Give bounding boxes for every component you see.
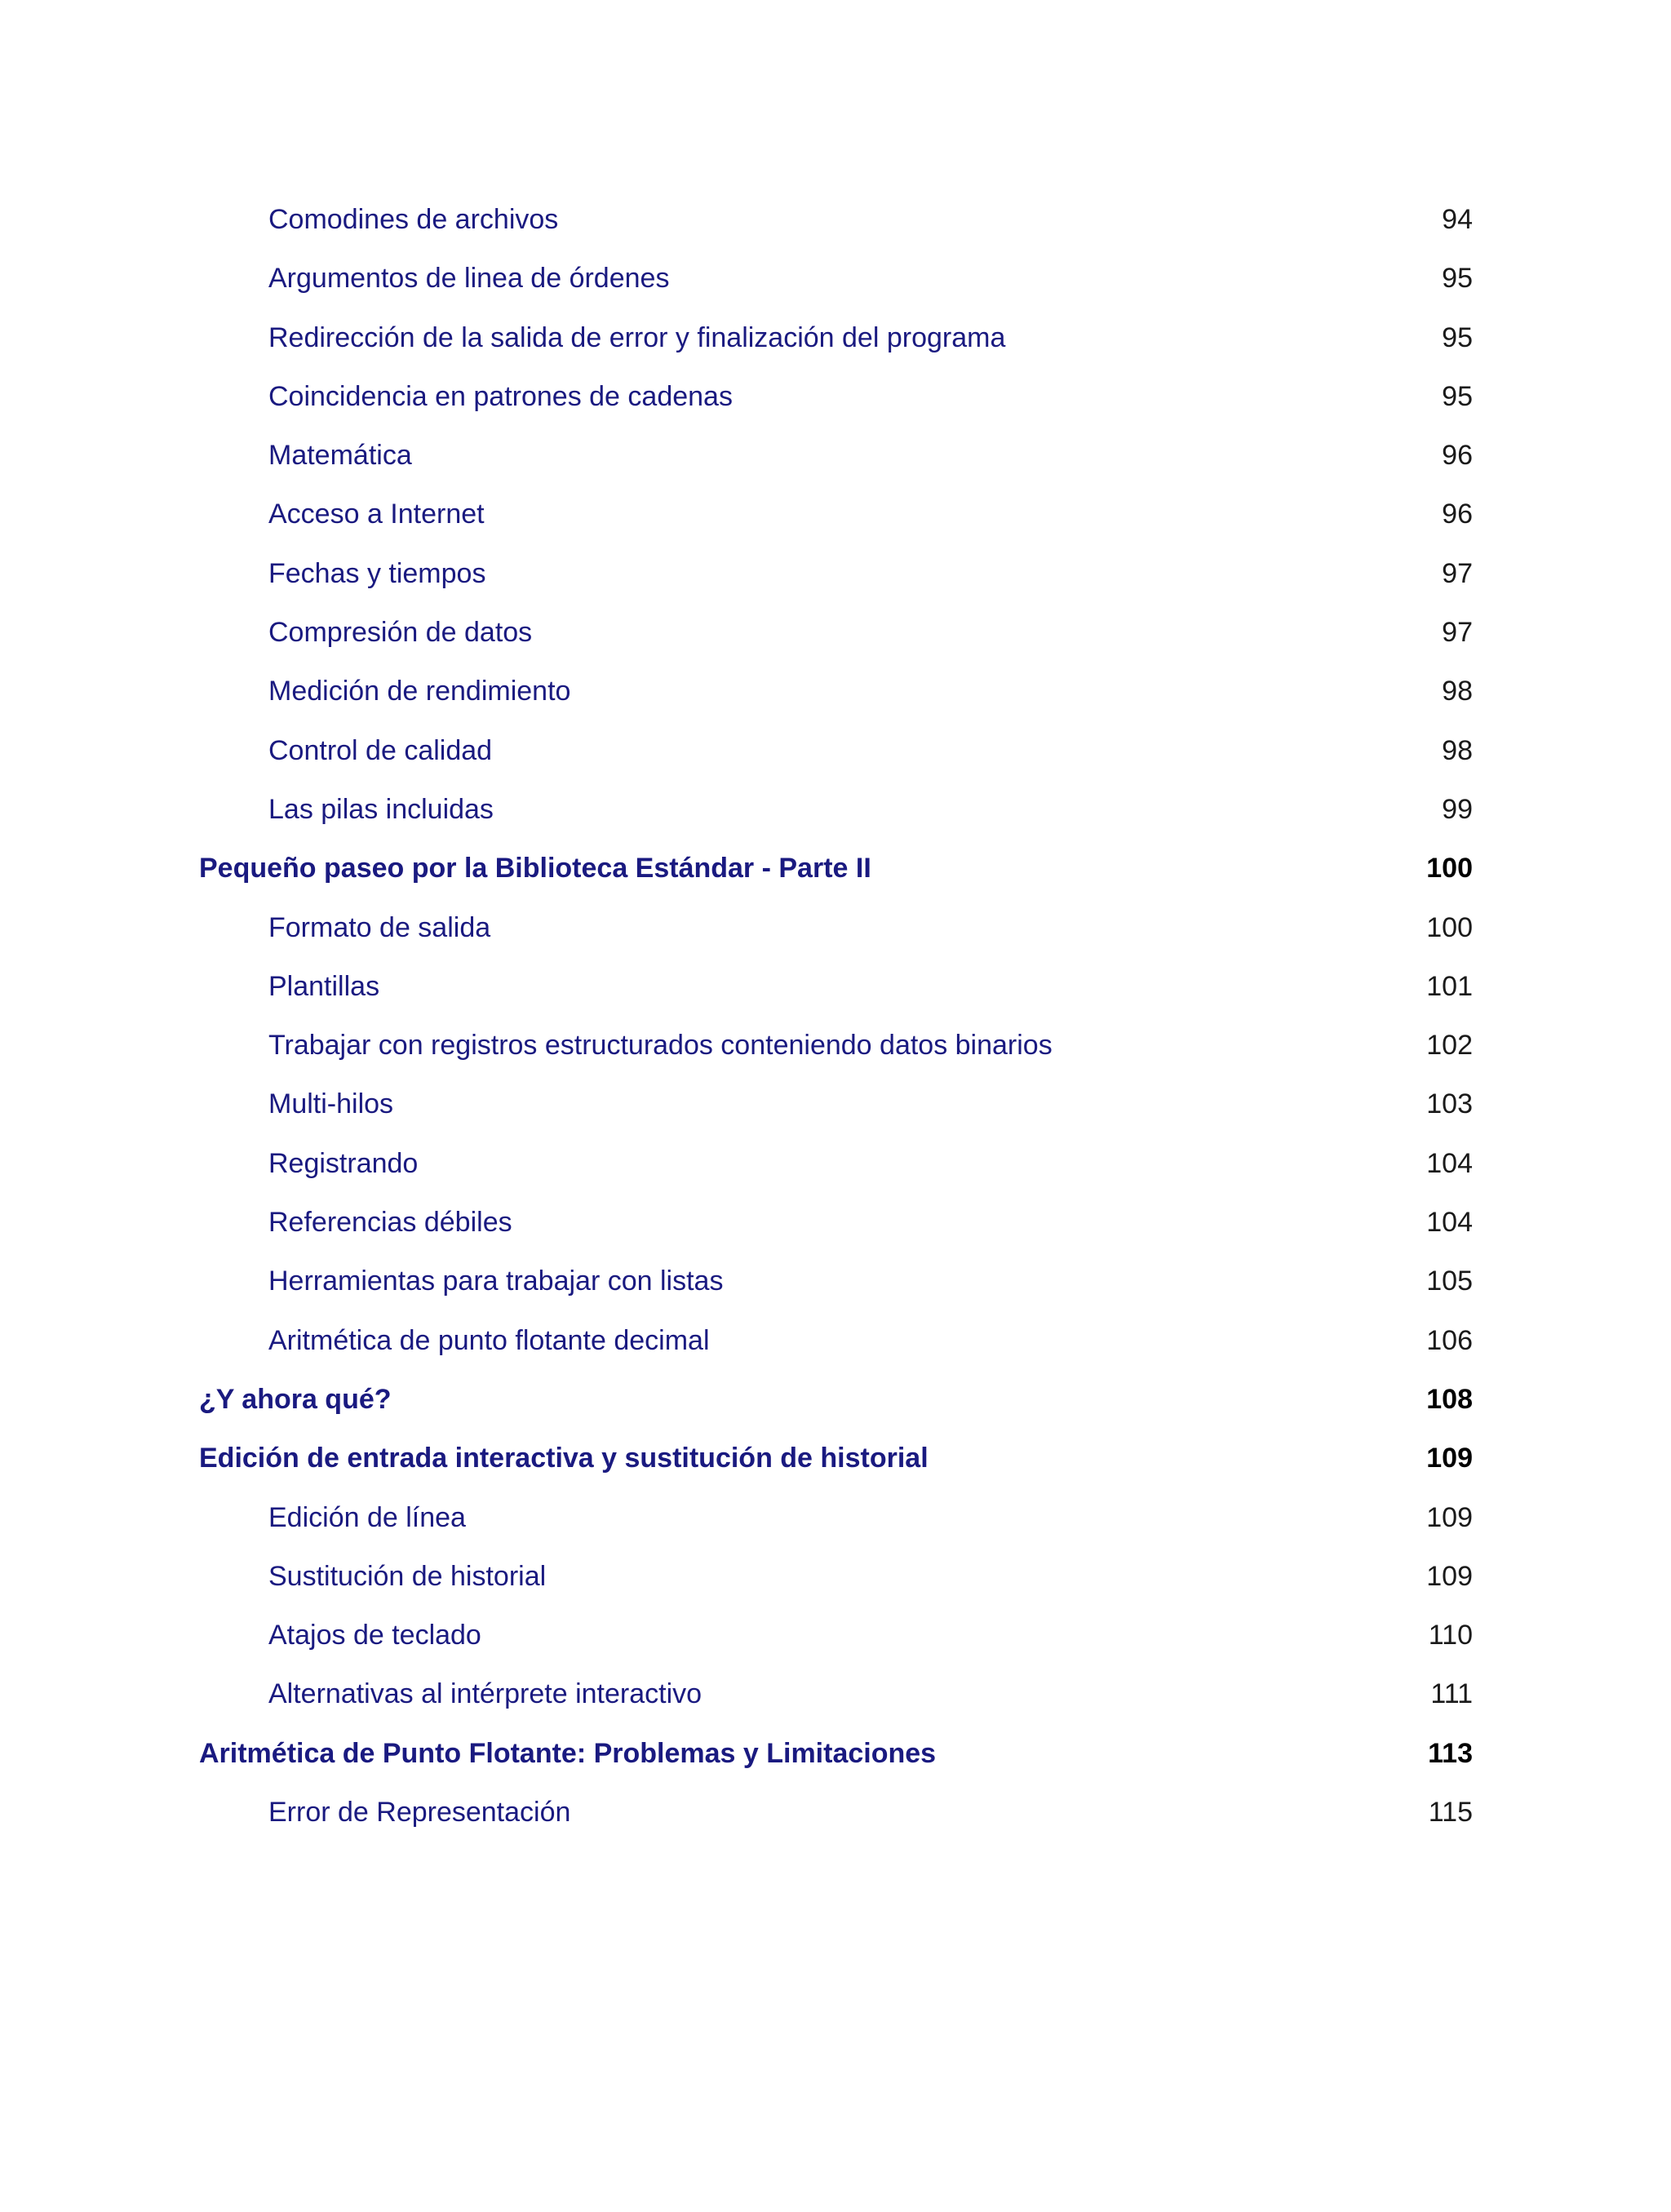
toc-subsection-entry[interactable] bbox=[0, 1670, 1671, 1729]
toc-entry-page-number: 97 bbox=[1442, 617, 1473, 649]
toc-subsection-entry[interactable] bbox=[0, 667, 1671, 726]
toc-entry-title-link[interactable]: Atajos de teclado bbox=[268, 1620, 481, 1651]
toc-subsection-entry[interactable] bbox=[0, 373, 1671, 432]
toc-subsection-entry[interactable] bbox=[0, 490, 1671, 549]
toc-entry-title-link[interactable]: Medición de rendimiento bbox=[268, 676, 571, 707]
toc-subsection-entry[interactable] bbox=[0, 1257, 1671, 1316]
toc-subsection-entry[interactable] bbox=[0, 963, 1671, 1022]
toc-entry-title-link[interactable]: Alternativas al intérprete interactivo bbox=[268, 1678, 703, 1710]
toc-entry-page-number: 105 bbox=[1426, 1266, 1473, 1297]
toc-entry-page-number: 96 bbox=[1442, 499, 1473, 530]
toc-entry-page-number: 109 bbox=[1426, 1560, 1473, 1592]
toc-entry-title-link[interactable]: Sustitución de historial bbox=[268, 1560, 547, 1592]
toc-entry-page-number: 102 bbox=[1426, 1030, 1473, 1062]
toc-subsection-entry[interactable] bbox=[0, 1199, 1671, 1257]
toc-entry-title-link[interactable]: Multi-hilos bbox=[268, 1088, 394, 1120]
toc-entry-page-number: 98 bbox=[1442, 676, 1473, 707]
toc-section-entry[interactable] bbox=[0, 844, 1671, 903]
toc-subsection-entry[interactable] bbox=[0, 786, 1671, 844]
toc-entry-title-link[interactable]: Herramientas para trabajar con listas bbox=[268, 1266, 724, 1297]
toc-subsection-entry[interactable] bbox=[0, 550, 1671, 609]
toc-entry-title-link[interactable]: Edición de entrada interactiva y sustitución de historial bbox=[199, 1443, 929, 1474]
toc-entry-page-number: 95 bbox=[1442, 321, 1473, 353]
toc-section-entry[interactable] bbox=[0, 1434, 1671, 1493]
toc-entry-page-number: 104 bbox=[1426, 1207, 1473, 1239]
toc-entry-title-link[interactable]: Redirección de la salida de error y finalización del programa bbox=[268, 321, 1006, 353]
toc-subsection-entry[interactable] bbox=[0, 1022, 1671, 1080]
toc-subsection-entry[interactable] bbox=[0, 609, 1671, 667]
toc-subsection-entry[interactable] bbox=[0, 1611, 1671, 1670]
toc-entry-title-link[interactable]: Comodines de archivos bbox=[268, 204, 559, 235]
toc-section-entry[interactable] bbox=[0, 1376, 1671, 1434]
toc-subsection-entry[interactable] bbox=[0, 904, 1671, 963]
toc-entry-page-number: 101 bbox=[1426, 970, 1473, 1002]
toc-entry-title-link[interactable]: ¿Y ahora qué? bbox=[199, 1383, 392, 1415]
toc-entry-page-number: 109 bbox=[1426, 1501, 1473, 1533]
toc-entry-title-link[interactable]: Argumentos de linea de órdenes bbox=[268, 263, 670, 295]
toc-entry-title-link[interactable]: Coincidencia en patrones de cadenas bbox=[268, 380, 733, 412]
toc-subsection-entry[interactable] bbox=[0, 1080, 1671, 1139]
toc-section-entry[interactable] bbox=[0, 1730, 1671, 1789]
toc-entry-page-number: 111 bbox=[1430, 1678, 1473, 1710]
toc-entry-page-number: 99 bbox=[1442, 793, 1473, 825]
toc-subsection-entry[interactable] bbox=[0, 314, 1671, 373]
toc-entry-page-number: 95 bbox=[1442, 263, 1473, 295]
toc-entry-page-number: 103 bbox=[1426, 1088, 1473, 1120]
toc-entry-title-link[interactable]: Referencias débiles bbox=[268, 1207, 512, 1239]
toc-entry-title-link[interactable]: Trabajar con registros estructurados conteniendo datos binarios bbox=[268, 1030, 1053, 1062]
toc-entry-page-number: 95 bbox=[1442, 380, 1473, 412]
toc-entry-page-number: 106 bbox=[1426, 1324, 1473, 1356]
toc-entry-page-number: 94 bbox=[1442, 204, 1473, 235]
toc-entry-page-number: 97 bbox=[1442, 557, 1473, 589]
toc-entry-page-number: 96 bbox=[1442, 440, 1473, 472]
toc-entry-title-link[interactable]: Control de calidad bbox=[268, 734, 493, 766]
toc-entry-page-number: 100 bbox=[1426, 911, 1473, 943]
toc-entry-title-link[interactable]: Formato de salida bbox=[268, 911, 491, 943]
toc-entry-title-link[interactable]: Compresión de datos bbox=[268, 617, 533, 649]
toc-subsection-entry[interactable] bbox=[0, 727, 1671, 786]
toc-entry-title-link[interactable]: Las pilas incluidas bbox=[268, 793, 494, 825]
toc-entry-page-number: 104 bbox=[1426, 1147, 1473, 1179]
toc-entry-title-link[interactable]: Pequeño paseo por la Biblioteca Estándar - Parte II bbox=[199, 853, 871, 884]
toc-entry-page-number: 98 bbox=[1442, 734, 1473, 766]
toc-subsection-entry[interactable] bbox=[0, 1789, 1671, 1847]
toc-entry-title-link[interactable]: Edición de línea bbox=[268, 1501, 466, 1533]
toc-entry-title-link[interactable]: Aritmética de Punto Flotante: Problemas y Limitaciones bbox=[199, 1737, 937, 1769]
toc-subsection-entry[interactable] bbox=[0, 255, 1671, 313]
toc-entry-title-link[interactable]: Error de Representación bbox=[268, 1797, 571, 1829]
toc-entry-page-number: 109 bbox=[1426, 1443, 1473, 1474]
toc-entry-title-link[interactable]: Aritmética de punto flotante decimal bbox=[268, 1324, 710, 1356]
toc-subsection-entry[interactable] bbox=[0, 196, 1671, 255]
toc-entry-page-number: 100 bbox=[1426, 853, 1473, 884]
toc-subsection-entry[interactable] bbox=[0, 1494, 1671, 1553]
toc-entry-page-number: 113 bbox=[1428, 1737, 1473, 1769]
toc-entry-page-number: 115 bbox=[1428, 1797, 1473, 1829]
table-of-contents bbox=[0, 196, 1671, 1847]
toc-entry-title-link[interactable]: Fechas y tiempos bbox=[268, 557, 486, 589]
toc-entry-title-link[interactable]: Plantillas bbox=[268, 970, 380, 1002]
toc-entry-title-link[interactable]: Acceso a Internet bbox=[268, 499, 485, 530]
toc-entry-page-number: 110 bbox=[1428, 1620, 1473, 1651]
toc-entry-title-link[interactable]: Registrando bbox=[268, 1147, 419, 1179]
toc-subsection-entry[interactable] bbox=[0, 1317, 1671, 1376]
toc-entry-page-number: 108 bbox=[1426, 1383, 1473, 1415]
toc-subsection-entry[interactable] bbox=[0, 1553, 1671, 1611]
toc-subsection-entry[interactable] bbox=[0, 1140, 1671, 1199]
toc-subsection-entry[interactable] bbox=[0, 432, 1671, 490]
toc-entry-title-link[interactable]: Matemática bbox=[268, 440, 412, 472]
